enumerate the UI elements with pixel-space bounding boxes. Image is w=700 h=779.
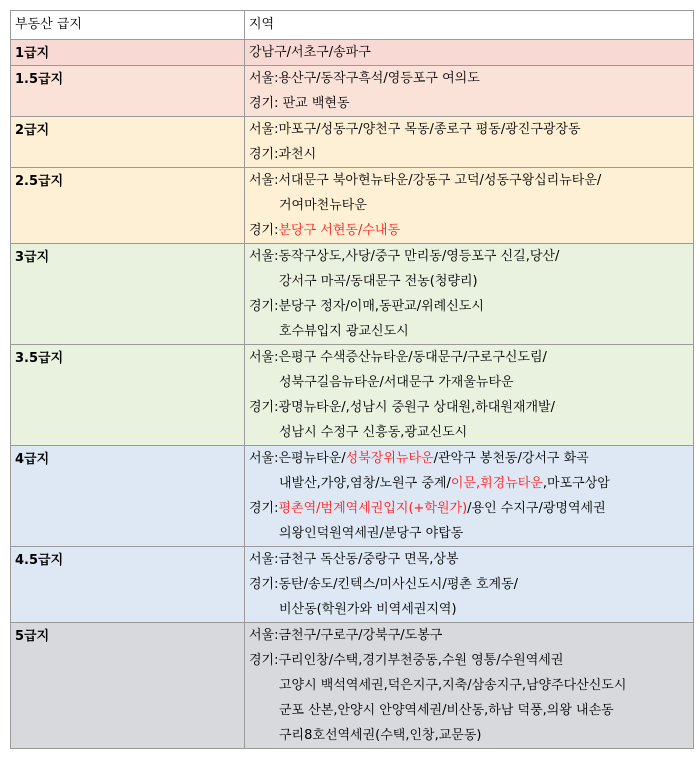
header-grade: 부동산 급지 bbox=[11, 11, 245, 40]
table-row bbox=[11, 547, 694, 623]
region-line: 경기:구리인창/수택,경기부천중동,수원 영통/수원역세권 bbox=[249, 653, 564, 668]
region-line: 경기: 판교 백현동 bbox=[249, 96, 350, 111]
table-row bbox=[11, 117, 694, 168]
region-text: 경기: bbox=[249, 223, 279, 238]
grade-cell: 2.5급지 bbox=[11, 168, 245, 244]
region-line: 경기:분당구 정자/이매,동판교/위례신도시 bbox=[249, 299, 484, 314]
grade-cell: 3.5급지 bbox=[11, 345, 245, 446]
region-line bbox=[249, 218, 693, 243]
region-cell bbox=[245, 66, 694, 117]
region-line: 서울:서대문구 북아현뉴타운/강동구 고덕/성동구왕십리뉴타운/ bbox=[249, 173, 602, 188]
region-line: 서울:금천구/구로구/강북구/도봉구 bbox=[249, 628, 443, 643]
region-text: ,마포구상암 bbox=[542, 476, 610, 491]
region-line: 호수뷰입지 광교신도시 bbox=[279, 324, 409, 339]
region-line: 거여마천뉴타운 bbox=[279, 198, 367, 213]
region-text: 서울:은평뉴타운/ bbox=[249, 451, 346, 466]
table-row bbox=[11, 623, 694, 749]
region-cell bbox=[245, 345, 694, 446]
region-line: 성남시 수정구 신흥동,광교신도시 bbox=[279, 425, 468, 440]
grade-cell: 1.5급지 bbox=[11, 66, 245, 117]
highlighted-region: 분당구 서현동/수내동 bbox=[278, 223, 401, 238]
region-line: 성북구길음뉴타운/서대문구 가재울뉴타운 bbox=[279, 375, 514, 390]
grade-cell: 3급지 bbox=[11, 244, 245, 345]
grade-cell: 1급지 bbox=[11, 40, 245, 66]
region-line: 서울:마포구/성동구/양천구 목동/종로구 평동/광진구광장동 bbox=[249, 122, 581, 137]
table-row bbox=[11, 446, 694, 547]
region-line: 강남구/서초구/송파구 bbox=[249, 45, 371, 60]
region-cell bbox=[245, 168, 694, 244]
region-line: 경기:동탄/송도/킨텍스/미사신도시/평촌 호계동/ bbox=[249, 577, 519, 592]
table-row bbox=[11, 66, 694, 117]
region-cell bbox=[245, 40, 694, 66]
grade-cell: 4급지 bbox=[11, 446, 245, 547]
table-row bbox=[11, 40, 694, 66]
grade-table-sheet bbox=[10, 10, 693, 749]
region-line: 경기:광명뉴타운/,성남시 중원구 상대원,하대원재개발/ bbox=[249, 400, 555, 415]
real-estate-grade-table bbox=[10, 10, 694, 749]
region-line bbox=[249, 446, 693, 471]
region-line: 구리8호선역세권(수택,인창,교문동) bbox=[279, 728, 482, 743]
region-cell bbox=[245, 117, 694, 168]
header-row bbox=[11, 11, 694, 40]
table-row bbox=[11, 168, 694, 244]
region-line: 서울:동작구상도,사당/중구 만리동/영등포구 신길,당산/ bbox=[249, 249, 560, 264]
region-cell bbox=[245, 244, 694, 345]
grade-cell: 4.5급지 bbox=[11, 547, 245, 623]
highlighted-region: 평촌역/범계역세권입지(+학원가) bbox=[278, 501, 468, 516]
region-line: 의왕인덕원역세권/분당구 야탑동 bbox=[279, 526, 464, 541]
region-text: 내발산,가양,염창/노원구 중계/ bbox=[279, 476, 451, 491]
region-line: 서울:용산구/동작구흑석/영등포구 여의도 bbox=[249, 71, 480, 86]
region-line: 경기:과천시 bbox=[249, 147, 317, 162]
highlighted-region: 성북장위뉴타운 bbox=[345, 451, 434, 466]
region-line: 서울:은평구 수색증산뉴타운/동대문구/구로구신도림/ bbox=[249, 350, 547, 365]
region-line: 강서구 마곡/동대문구 전농(청량리) bbox=[279, 274, 478, 289]
grade-cell: 2급지 bbox=[11, 117, 245, 168]
region-text: 경기: bbox=[249, 501, 279, 516]
grade-cell: 5급지 bbox=[11, 623, 245, 749]
region-line: 군포 산본,안양시 안양역세권/비산동,하남 덕풍,의왕 내손동 bbox=[279, 703, 614, 718]
highlighted-region: 이문,휘경뉴타운 bbox=[450, 476, 543, 491]
table-row bbox=[11, 244, 694, 345]
table-row bbox=[11, 345, 694, 446]
region-line: 서울:금천구 독산동/중랑구 면목,상봉 bbox=[249, 552, 459, 567]
region-text: /용인 수지구/광명역세권 bbox=[467, 501, 606, 516]
region-cell bbox=[245, 623, 694, 749]
region-line: 고양시 백석역세권,덕은지구,지축/삼송지구,남양주다산신도시 bbox=[279, 678, 627, 693]
region-line bbox=[249, 496, 693, 521]
region-cell bbox=[245, 446, 694, 547]
region-text: /관악구 봉천동/강서구 화곡 bbox=[433, 451, 589, 466]
header-region: 지역 bbox=[245, 11, 694, 40]
region-cell bbox=[245, 547, 694, 623]
region-line: 비산동(학원가와 비역세권지역) bbox=[279, 602, 457, 617]
region-line bbox=[249, 471, 693, 496]
